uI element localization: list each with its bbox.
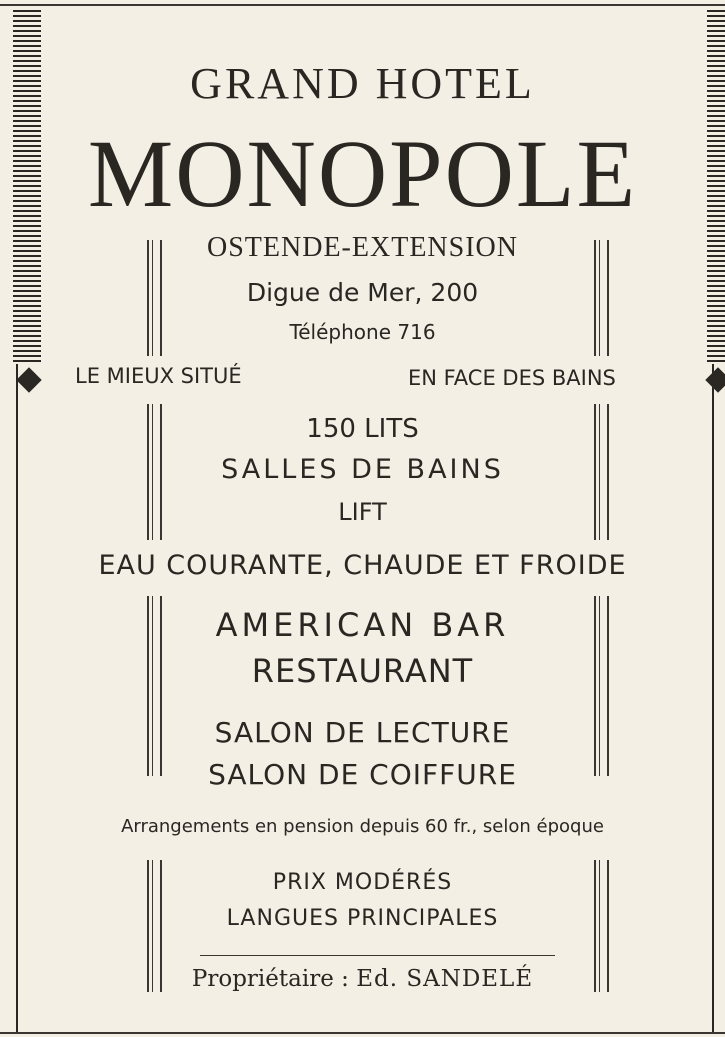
owner-label: Propriétaire : xyxy=(191,966,349,992)
amenity-beds: 150 LITS xyxy=(306,414,419,444)
venue-bar: AMERICAN BAR xyxy=(215,606,510,644)
venue-reading: SALON DE LECTURE xyxy=(214,716,511,749)
languages-note: LANGUES PRINCIPALES xyxy=(226,906,499,931)
location-address: Digue de Mer, 200 xyxy=(246,278,479,307)
venue-restaurant: RESTAURANT xyxy=(251,652,474,690)
amenity-baths: SALLES DE BAINS xyxy=(221,454,504,485)
owner-line xyxy=(0,966,725,992)
venue-hair: SALON DE COIFFURE xyxy=(208,758,517,791)
divider xyxy=(200,955,555,956)
bottom-border xyxy=(0,1032,725,1034)
highlight-left: LE MIEUX SITUÉ xyxy=(75,364,242,388)
owner-name: Ed. SANDELÉ xyxy=(356,966,534,992)
prices-note: PRIX MODÉRÉS xyxy=(272,870,453,895)
right-diamond-ornament xyxy=(705,367,725,392)
amenity-water: EAU COURANTE, CHAUDE ET FROIDE xyxy=(98,550,627,581)
location-phone: Téléphone 716 xyxy=(289,320,436,344)
left-diamond-ornament xyxy=(16,367,41,392)
hotel-title-line2: MONOPOLE xyxy=(87,120,638,227)
amenity-lift: LIFT xyxy=(338,498,387,526)
top-border xyxy=(0,4,725,6)
pension-terms: Arrangements en pension depuis 60 fr., selon époque xyxy=(121,816,604,837)
hotel-title-line1: GRAND HOTEL xyxy=(190,59,535,108)
location-area: OSTENDE-EXTENSION xyxy=(207,232,518,263)
highlight-right: EN FACE DES BAINS xyxy=(408,366,616,390)
